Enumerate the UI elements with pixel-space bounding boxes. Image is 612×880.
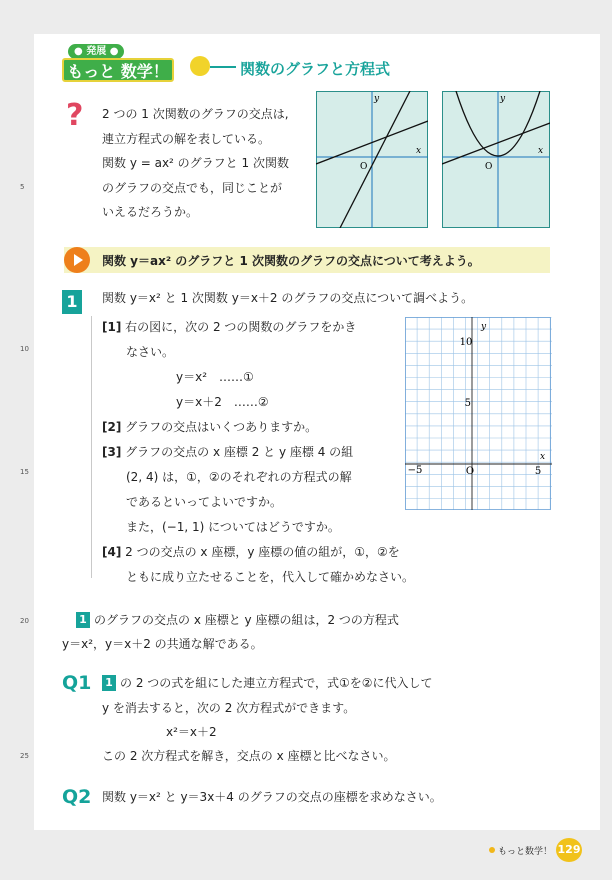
intro-graph-parabola — [442, 91, 550, 228]
item-text: (2, 4) は，①，②のそれぞれの方程式の解 — [126, 470, 352, 484]
intro-line: 関数 y = ax² のグラフと 1 次関数 — [102, 156, 289, 170]
problem-rule — [91, 316, 92, 578]
header-badge — [62, 44, 176, 84]
question-mark-icon: ? — [66, 98, 84, 133]
item-label: [3] — [102, 445, 122, 459]
item-label: [2] — [102, 420, 122, 434]
axis-label-x: x — [416, 146, 422, 156]
summary-line1: のグラフの交点の x 座標と y 座標の組は，2 つの方程式 — [94, 613, 399, 627]
page-number: 129 — [556, 838, 582, 862]
item-text: なさい。 — [126, 345, 175, 359]
origin-label: O — [360, 162, 368, 172]
item-2 — [102, 415, 402, 440]
header-title: もっと 数学！ — [62, 58, 174, 82]
q1-line2: y を消去すると，次の 2 次方程式ができます。 — [102, 701, 356, 715]
tick-x5: 5 — [534, 466, 542, 477]
header-circle-icon — [190, 56, 210, 76]
q1-label: Q1 — [62, 672, 92, 694]
play-icon — [64, 247, 90, 273]
header-rule — [210, 66, 236, 68]
axis-label-y: y — [481, 322, 487, 332]
tick-xn5: −5 — [407, 465, 423, 476]
q1-ref: 1 — [102, 675, 116, 691]
intro-line: 連立方程式の解を表している。 — [102, 131, 271, 146]
item-label: [4] — [102, 545, 122, 559]
line-number: 25 — [20, 752, 29, 760]
item-text: グラフの交点の x 座標 2 と y 座標 4 の組 — [125, 445, 354, 459]
q1-line3: この 2 次方程式を解き，交点の x 座標と比べなさい。 — [102, 749, 396, 763]
item-text: であるといってよいですか。 — [126, 495, 283, 509]
axis-label-y: y — [374, 94, 380, 104]
origin-label: O — [485, 162, 493, 172]
problem-lead: 関数 y＝x² と 1 次関数 y＝x＋2 のグラフの交点について調べよう。 — [102, 291, 474, 305]
tick-y5: 5 — [464, 398, 471, 409]
q1-equation: x²＝x＋2 — [166, 725, 217, 739]
line-number: 15 — [20, 468, 29, 476]
axis-label-x: x — [538, 146, 544, 156]
intro-text — [102, 102, 289, 225]
summary-line2: y＝x²，y＝x＋2 の共通な解である。 — [62, 637, 263, 651]
line-number: 20 — [20, 617, 29, 625]
axis-label-x: x — [540, 452, 546, 462]
item-text: また，(−1, 1) についてはどうですか。 — [126, 520, 340, 534]
line-number: 10 — [20, 345, 29, 353]
task-banner-text: 関数 y＝ax² のグラフと 1 次関数のグラフの交点について考えよう。 — [102, 254, 480, 268]
header-tag-text: 発展 — [86, 46, 107, 57]
header-subtitle: 関数のグラフと方程式 — [240, 60, 391, 78]
equation-1: y＝x² ……① — [176, 370, 254, 384]
q2-label: Q2 — [62, 786, 92, 808]
item-text: ともに成り立たせることを，代入して確かめなさい。 — [126, 570, 415, 584]
q1-line1: の 2 つの式を組にした連立方程式で，式①を②に代入して — [120, 676, 433, 690]
item-3 — [102, 440, 402, 465]
item-4 — [102, 540, 414, 590]
problem-items — [102, 315, 402, 540]
item-text: 右の図に，次の 2 つの関数のグラフをかき — [125, 320, 357, 334]
header-tag: ● 発展 ● — [68, 44, 124, 59]
item-text: グラフの交点はいくつありますか。 — [125, 420, 318, 434]
tick-y10: 10 — [459, 337, 473, 348]
item-label: [1] — [102, 320, 122, 334]
origin-label: O — [465, 466, 475, 477]
line-number: 5 — [20, 183, 25, 191]
intro-graph-linear — [316, 91, 428, 228]
item-text: 2 つの交点の x 座標，y 座標の値の組が，①，②を — [125, 545, 400, 559]
footer-dot-icon — [489, 847, 495, 853]
intro-line: のグラフの交点でも，同じことが — [102, 180, 283, 195]
q2-text: 関数 y＝x² と y＝3x＋4 のグラフの交点の座標を求めなさい。 — [102, 790, 442, 804]
footer-label: もっと数学！ — [498, 847, 553, 857]
summary-ref: 1 — [76, 612, 90, 628]
intro-line: いえるだろうか。 — [102, 205, 199, 219]
equation-2: y＝x＋2 ……② — [176, 395, 269, 409]
axis-label-y: y — [500, 94, 506, 104]
intro-line: 2 つの 1 次関数のグラフの交点は, — [102, 107, 289, 121]
problem-number: 1 — [62, 290, 82, 314]
graph-grid — [405, 317, 552, 510]
item-1 — [102, 315, 402, 340]
